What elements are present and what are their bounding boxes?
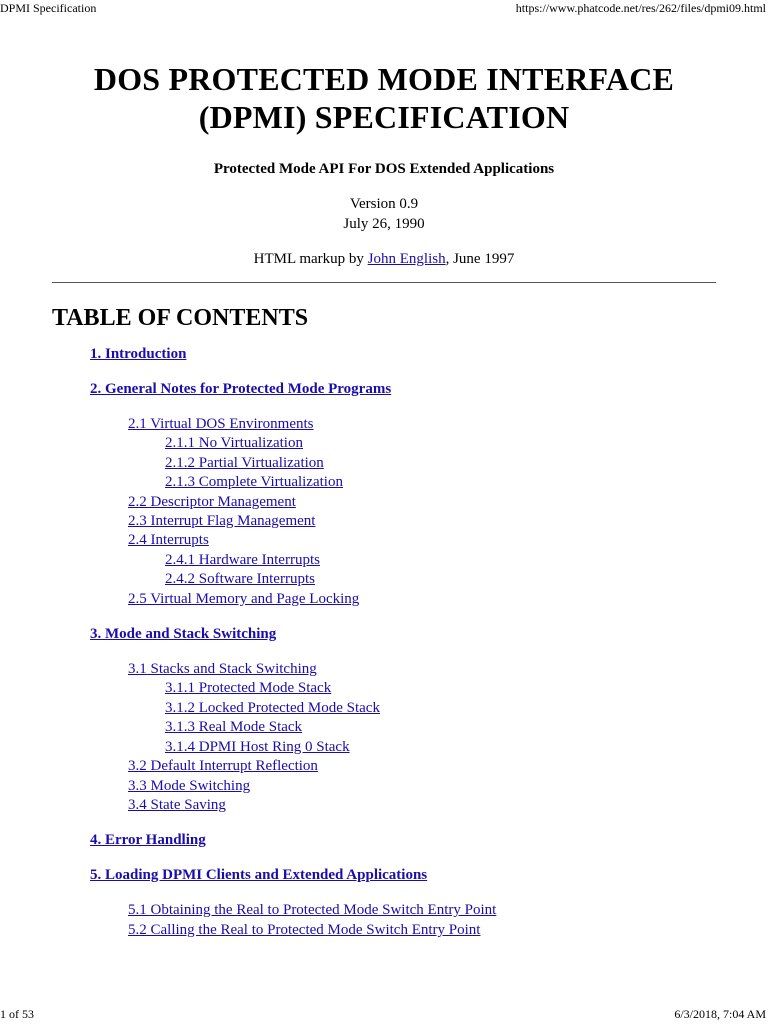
version-date: July 26, 1990 bbox=[343, 216, 425, 232]
toc-link-3-1[interactable]: 3.1 Stacks and Stack Switching bbox=[128, 661, 317, 678]
toc-section-5 bbox=[90, 866, 716, 885]
toc-link-2-2[interactable]: 2.2 Descriptor Management bbox=[128, 493, 296, 510]
markup-credit bbox=[52, 250, 716, 268]
toc-link-5-2[interactable]: 5.2 Calling the Real to Protected Mode Switch Entry Point bbox=[128, 921, 481, 938]
toc-link-3-1-4[interactable]: 3.1.4 DPMI Host Ring 0 Stack bbox=[165, 738, 350, 755]
toc-section-1 bbox=[90, 345, 716, 364]
toc-link-3-4[interactable]: 3.4 State Saving bbox=[128, 796, 226, 813]
toc-subgroup-5 bbox=[52, 901, 716, 940]
horizontal-rule bbox=[52, 282, 716, 283]
document-content bbox=[52, 60, 716, 940]
toc-link-2-1-3[interactable]: 2.1.3 Complete Virtualization bbox=[165, 474, 343, 491]
toc-link-3-1-3[interactable]: 3.1.3 Real Mode Stack bbox=[165, 719, 303, 736]
toc-link-2-1-1[interactable]: 2.1.1 No Virtualization bbox=[165, 435, 303, 452]
toc-link-5-1[interactable]: 5.1 Obtaining the Real to Protected Mode Switch Entry Point bbox=[128, 902, 497, 919]
toc-subgroup-3 bbox=[52, 660, 716, 815]
print-header bbox=[0, 0, 768, 18]
toc-link-3-2[interactable]: 3.2 Default Interrupt Reflection bbox=[128, 758, 318, 775]
version-block bbox=[52, 194, 716, 234]
toc-link-4[interactable]: 4. Error Handling bbox=[90, 832, 206, 849]
toc-link-5[interactable]: 5. Loading DPMI Clients and Extended Applications bbox=[90, 867, 428, 884]
toc-section-2 bbox=[90, 380, 716, 399]
author-link[interactable]: John English bbox=[367, 251, 446, 267]
toc-link-2-1-2[interactable]: 2.1.2 Partial Virtualization bbox=[165, 454, 324, 471]
document-title: DOS PROTECTED MODE INTERFACE (DPMI) SPECIFICATION bbox=[93, 61, 675, 135]
print-header-url: https://www.phatcode.net/res/262/files/dpmi09.html bbox=[515, 1, 766, 15]
toc-subgroup-2 bbox=[52, 415, 716, 609]
toc-link-3-1-2[interactable]: 3.1.2 Locked Protected Mode Stack bbox=[165, 699, 380, 716]
markup-prefix: HTML markup by bbox=[253, 251, 368, 267]
page-number: 1 of 53 bbox=[0, 1007, 34, 1021]
toc-link-2-4-2[interactable]: 2.4.2 Software Interrupts bbox=[165, 571, 315, 588]
toc-link-2-1[interactable]: 2.1 Virtual DOS Environments bbox=[128, 416, 314, 432]
version-text: Version 0.9 bbox=[349, 196, 419, 212]
toc-link-2[interactable]: 2. General Notes for Protected Mode Programs bbox=[90, 381, 392, 397]
toc-section-3 bbox=[90, 625, 716, 644]
document-subtitle: Protected Mode API For DOS Extended Applications bbox=[213, 161, 555, 177]
toc-link-1[interactable]: 1. Introduction bbox=[90, 346, 187, 362]
toc-link-3[interactable]: 3. Mode and Stack Switching bbox=[90, 626, 277, 643]
toc-link-3-1-1[interactable]: 3.1.1 Protected Mode Stack bbox=[165, 680, 332, 697]
markup-suffix: , June 1997 bbox=[445, 251, 515, 267]
toc-heading: TABLE OF CONTENTS bbox=[52, 305, 309, 331]
toc-section-4 bbox=[90, 831, 716, 850]
toc-link-2-5[interactable]: 2.5 Virtual Memory and Page Locking bbox=[128, 590, 360, 607]
toc-link-2-4-1[interactable]: 2.4.1 Hardware Interrupts bbox=[165, 551, 320, 568]
print-header-title: DPMI Specification bbox=[0, 1, 97, 15]
table-of-contents bbox=[52, 345, 716, 940]
toc-link-2-4[interactable]: 2.4 Interrupts bbox=[128, 532, 209, 549]
toc-link-2-3[interactable]: 2.3 Interrupt Flag Management bbox=[128, 513, 316, 530]
toc-link-3-3[interactable]: 3.3 Mode Switching bbox=[128, 777, 251, 794]
print-footer bbox=[0, 1006, 768, 1024]
print-datetime: 6/3/2018, 7:04 AM bbox=[674, 1007, 766, 1021]
